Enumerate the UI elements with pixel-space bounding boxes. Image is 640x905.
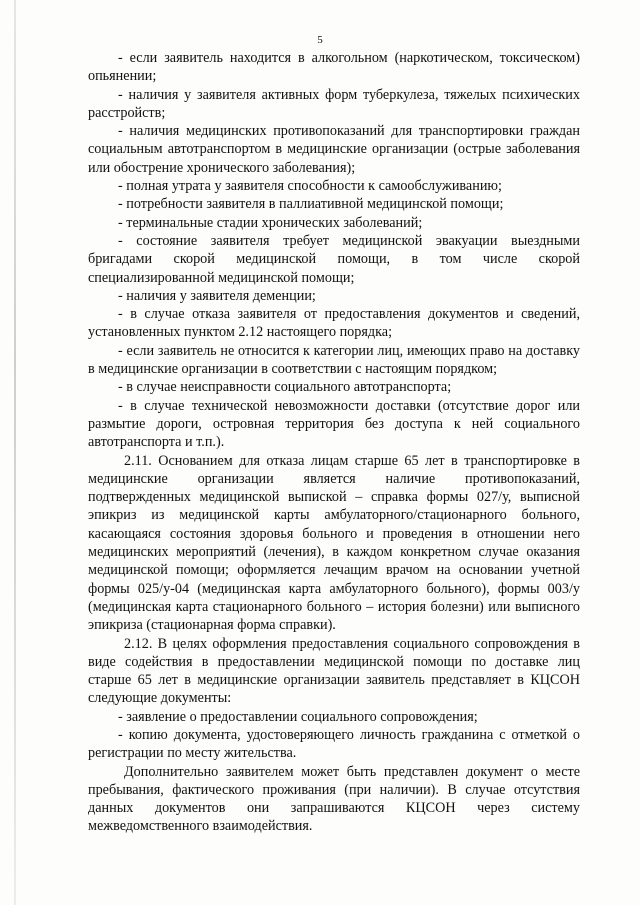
list-item: - наличия у заявителя деменции; (118, 287, 316, 304)
scan-edge-shadow (14, 0, 16, 905)
list-item: - в случае технической невозможности доставки (отсутствие дорог или размытие дороги, островная территория без доступа к ней социального автотранспорта и т.п.). (88, 397, 580, 451)
list-item: - если заявитель находится в алкогольном (наркотическом, токсическом) опьянении; (88, 50, 580, 85)
list-item: - заявление о предоставлении социального сопровождения; (118, 708, 478, 725)
list-item: - состояние заявителя требует медицинской эвакуации выездными бригадами скорой медицинской помощи, в том числе скорой специализированной медицинской помощи; (88, 232, 580, 286)
list-item: - терминальные стадии хронических заболеваний; (118, 214, 423, 231)
list-item: - потребности заявителя в паллиативной медицинской помощи; (118, 196, 504, 213)
clause-2-11: 2.11. Основанием для отказа лицам старше 65 лет в транспортировке в медицинские организации является наличие противопоказаний, подтвержденных медицинской выпиской – справка формы 027/у, выписной эпикриз из медицинской карты амбулаторного/стационарного больного, касающаяся состояния здоровья больного и проведения в отношении него медицинских мероприятий (лечения), в каждом конкретном случае оказания медицинской помощи; оформляется лечащим врачом на основании учетной формы 025/у-04 (медицинская карта амбулаторного больного), формы 003/у (медицинская карта стационарного больного – история болезни) или выписного эпикриза (стационарная форма справки). (88, 452, 580, 634)
list-item: - полная утрата у заявителя способности к самообслуживанию; (118, 178, 502, 195)
list-item: - наличия у заявителя активных форм туберкулеза, тяжелых психических расстройств; (88, 86, 580, 121)
additional-paragraph: Дополнительно заявителем может быть представлен документ о месте пребывания, фактического проживания (при наличии). В случае отсутствия данных документов они запрашиваются КЦСОН через систему межведомственного взаимодействия. (88, 763, 580, 835)
page-number: 5 (317, 34, 323, 46)
list-item: - наличия медицинских противопоказаний для транспортировки граждан социальным автотранспортом в медицинские организации (острые заболевания или обострение хронического заболевания); (88, 123, 580, 176)
clause-2-12: 2.12. В целях оформления предоставления социального сопровождения в виде содействия в предоставлении медицинской помощи по доставке лиц старше 65 лет в медицинские организации заявитель представляет в КЦСОН следующие документы: (88, 635, 580, 707)
document-body (88, 49, 580, 836)
list-item: - в случае отказа заявителя от предоставления документов и сведений, установленных пунктом 2.12 настоящего порядка; (88, 306, 580, 341)
list-item: - если заявитель не относится к категории лиц, имеющих право на доставку в медицинские организации в соответствии с настоящим порядком; (88, 342, 580, 378)
list-item: - в случае неисправности социального автотранспорта; (118, 379, 452, 396)
list-item: - копию документа, удостоверяющего личность гражданина с отметкой о регистрации по месту жительства. (88, 726, 580, 762)
